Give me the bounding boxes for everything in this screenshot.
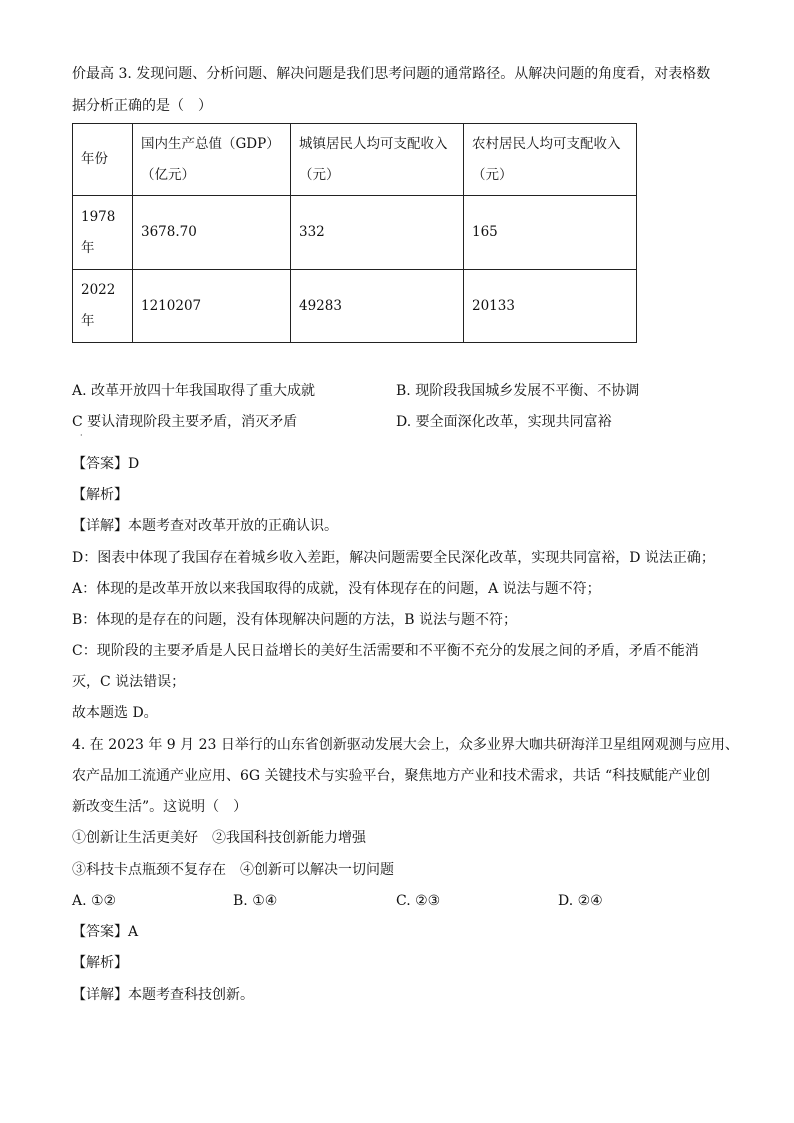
q3-answer: 【答案】D xyxy=(72,456,140,472)
header-gdp xyxy=(133,124,291,196)
q3-explanation-d: D：图表中体现了我国存在着城乡收入差距，解决问题需要全民深化改革，实现共同富裕，D 说法正确； xyxy=(72,550,715,566)
q4-option-a: A. ①② xyxy=(72,893,117,909)
stray-dot: · xyxy=(80,431,83,440)
q3-option-b: B. 现阶段我国城乡发展不平衡、不协调 xyxy=(396,383,640,399)
q3-analysis-heading: 【解析】 xyxy=(72,487,128,503)
header-rural-line-2: （元） xyxy=(472,166,513,183)
q3-stem-line-2: 据分析正确的是（ ） xyxy=(72,98,212,114)
cell-year-line-1: 2022 xyxy=(81,282,116,298)
cell-year-line-1: 1978 xyxy=(81,208,116,225)
q4-stem-line-1: 4. 在 2023 年 9 月 23 日举行的山东省创新驱动发展大会上，众多业界大咖共研海洋卫星组网观测与应用、 xyxy=(72,737,739,753)
cell-rural-income: 20133 xyxy=(464,270,637,343)
q3-explanation-b: B：体现的是存在的问题，没有体现解决问题的方法，B 说法与题不符； xyxy=(72,612,518,628)
header-urban-line-2: （元） xyxy=(299,166,340,183)
cell-year xyxy=(73,270,133,343)
q3-explanation-c-line-1: C：现阶段的主要矛盾是人民日益增长的美好生活需要和不平衡不充分的发展之间的矛盾，矛盾不能消 xyxy=(72,643,699,659)
q3-option-c: C 要认清现阶段主要矛盾，消灭矛盾 xyxy=(72,414,298,430)
cell-gdp: 3678.70 xyxy=(133,196,291,270)
cell-year-line-2: 年 xyxy=(81,239,95,256)
table-row xyxy=(73,270,637,343)
table-header-row xyxy=(73,124,637,196)
cell-year-line-2: 年 xyxy=(81,313,95,329)
q3-explanation-a: A：体现的是改革开放以来我国取得的成就，没有体现存在的问题，A 说法与题不符； xyxy=(72,581,601,597)
header-year-line-1: 年份 xyxy=(81,151,108,167)
q4-statements-3-4: ③科技卡点瓶颈不复存在 ④创新可以解决一切问题 xyxy=(72,862,394,878)
q4-stem-line-2: 农产品加工流通产业应用、6G 关键技术与实验平台，聚焦地方产业和技术需求，共话 “科技赋能产业创 xyxy=(72,768,711,784)
header-year xyxy=(73,124,133,196)
header-urban-line-1: 城镇居民人均可支配收入 xyxy=(299,135,448,152)
table-row xyxy=(73,196,637,270)
q3-conclusion: 故本题选 D。 xyxy=(72,705,158,721)
q4-option-c: C. ②③ xyxy=(396,893,441,909)
q4-statements-1-2: ①创新让生活更美好 ②我国科技创新能力增强 xyxy=(72,830,366,846)
q3-explanation-c-line-2: 灭，C 说法错误； xyxy=(72,674,186,690)
q4-option-b: B. ①④ xyxy=(233,893,278,909)
q4-stem-line-3: 新改变生活”。这说明（ ） xyxy=(72,799,248,815)
q3-stem-line-1: 价最高 3. 发现问题、分析问题、解决问题是我们思考问题的通常路径。从解决问题的角度看，对表格数 xyxy=(72,66,711,82)
q4-option-d: D. ②④ xyxy=(558,893,603,909)
q3-option-d: D. 要全面深化改革，实现共同富裕 xyxy=(396,414,612,430)
header-gdp-line-2: （亿元） xyxy=(141,166,195,183)
header-rural-income xyxy=(464,124,637,196)
cell-urban-income: 332 xyxy=(291,196,464,270)
q3-detail: 【详解】本题考查对改革开放的正确认识。 xyxy=(72,518,338,534)
q4-answer: 【答案】A xyxy=(72,924,139,940)
q4-analysis-heading: 【解析】 xyxy=(72,955,128,971)
header-gdp-line-1: 国内生产总值（GDP） xyxy=(141,135,280,152)
header-rural-line-1: 农村居民人均可支配收入 xyxy=(472,135,621,152)
header-urban-income xyxy=(291,124,464,196)
income-table xyxy=(72,123,637,343)
q3-option-a: A. 改革开放四十年我国取得了重大成就 xyxy=(72,383,316,399)
cell-gdp: 1210207 xyxy=(133,270,291,343)
cell-urban-income: 49283 xyxy=(291,270,464,343)
cell-year xyxy=(73,196,133,270)
q4-detail: 【详解】本题考查科技创新。 xyxy=(72,987,254,1003)
cell-rural-income: 165 xyxy=(464,196,637,270)
